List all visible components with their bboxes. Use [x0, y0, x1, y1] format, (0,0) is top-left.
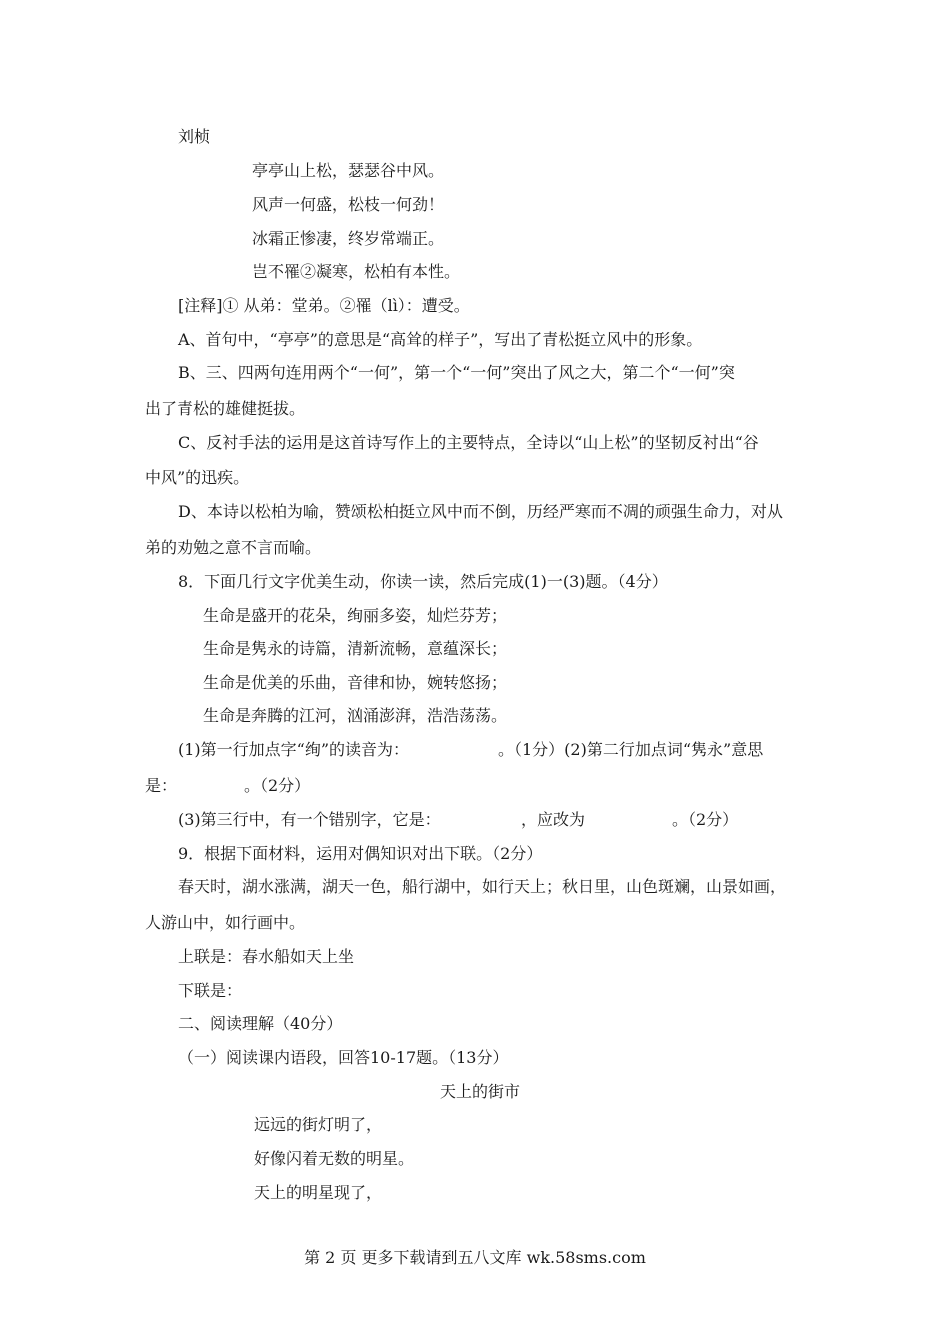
poem-line: 风声一何盛，松枝一何劲！ [252, 195, 445, 214]
q8-sub1-blank[interactable] [423, 739, 495, 761]
section-2-part-1: （一）阅读课内语段，回答10-17题。（13分） [178, 1048, 509, 1067]
poem-title: 天上的街市 [440, 1082, 521, 1101]
option-d-line2: 弟的劝勉之意不言而喻。 [145, 538, 322, 557]
q8-sub2-rest: 。（2分） [244, 776, 311, 795]
poem-line: 好像闪着无数的明星。 [254, 1149, 415, 1168]
q8-sub3-end: 。（2分） [672, 810, 739, 829]
q9-material-line1: 春天时，湖水涨满，湖天一色，船行湖中，如行天上；秋日里，山色斑斓，山景如画， [178, 877, 787, 896]
page-footer: 第 2 页 更多下载请到五八文库 wk.58sms.com [304, 1248, 646, 1267]
author: 刘桢 [178, 127, 211, 146]
poem-line: 冰霜正惨凄，终岁常端正。 [252, 229, 445, 248]
q8-sub1-rest: 。（1分）(2)第二行加点词“隽永”意思 [498, 740, 764, 759]
q8-sub3-mid: ，应改为 [521, 810, 586, 829]
q8-line: 生命是隽永的诗篇，清新流畅，意蕴深长； [203, 639, 508, 658]
q8-sub3-text: (3)第三行中，有一个错别字，它是： [178, 810, 441, 829]
q8-sub2-text: 是： [145, 776, 178, 795]
poem-line: 岂不罹②凝寒，松柏有本性。 [252, 262, 461, 281]
q8-sub2-blank[interactable] [180, 775, 240, 797]
poem-line: 远远的街灯明了， [254, 1115, 383, 1134]
option-a: A、首句中，“亭亭”的意思是“高耸的样子”，写出了青松挺立风中的形象。 [178, 330, 703, 349]
option-b-line2: 出了青松的雄健挺拔。 [145, 399, 306, 418]
question-9-title: 9．根据下面材料，运用对偶知识对出下联。（2分） [178, 844, 543, 863]
q8-sub3-blank-2[interactable] [591, 809, 669, 831]
option-c-line1: C、反衬手法的运用是这首诗写作上的主要特点，全诗以“山上松”的坚韧反衬出“谷 [178, 433, 759, 452]
section-2-title: 二、阅读理解（40分） [178, 1014, 343, 1033]
option-c-line2: 中风”的迅疾。 [145, 468, 250, 487]
q8-sub3-blank-1[interactable] [446, 809, 516, 831]
option-d-line1: D、本诗以松柏为喻，赞颂松柏挺立风中而不倒，历经严寒而不凋的顽强生命力，对从 [178, 502, 783, 521]
question-8-title: 8．下面几行文字优美生动，你读一读，然后完成(1)一(3)题。（4分） [178, 572, 668, 591]
q8-sub1-text: (1)第一行加点字“绚”的读音为： [178, 740, 410, 759]
q9-lower-couplet[interactable]: 下联是： [178, 981, 243, 1000]
option-b-line1: B、三、四两句连用两个“一何”，第一个“一何”突出了风之大，第二个“一何”突 [178, 363, 735, 382]
q8-line: 生命是优美的乐曲，音律和协，婉转悠扬； [203, 673, 508, 692]
poem-line: 亭亭山上松，瑟瑟谷中风。 [252, 161, 445, 180]
q8-line: 生命是盛开的花朵，绚丽多姿，灿烂芬芳； [203, 606, 508, 625]
poem-line: 天上的明星现了， [254, 1183, 383, 1202]
q9-upper-couplet: 上联是：春水船如天上坐 [178, 947, 355, 966]
annotation-note: [注释]① 从弟：堂弟。②罹（lì）：遭受。 [178, 296, 470, 315]
q9-material-line2: 人游山中，如行画中。 [145, 913, 306, 932]
q8-line: 生命是奔腾的江河，汹涌澎湃，浩浩荡荡。 [203, 706, 508, 725]
